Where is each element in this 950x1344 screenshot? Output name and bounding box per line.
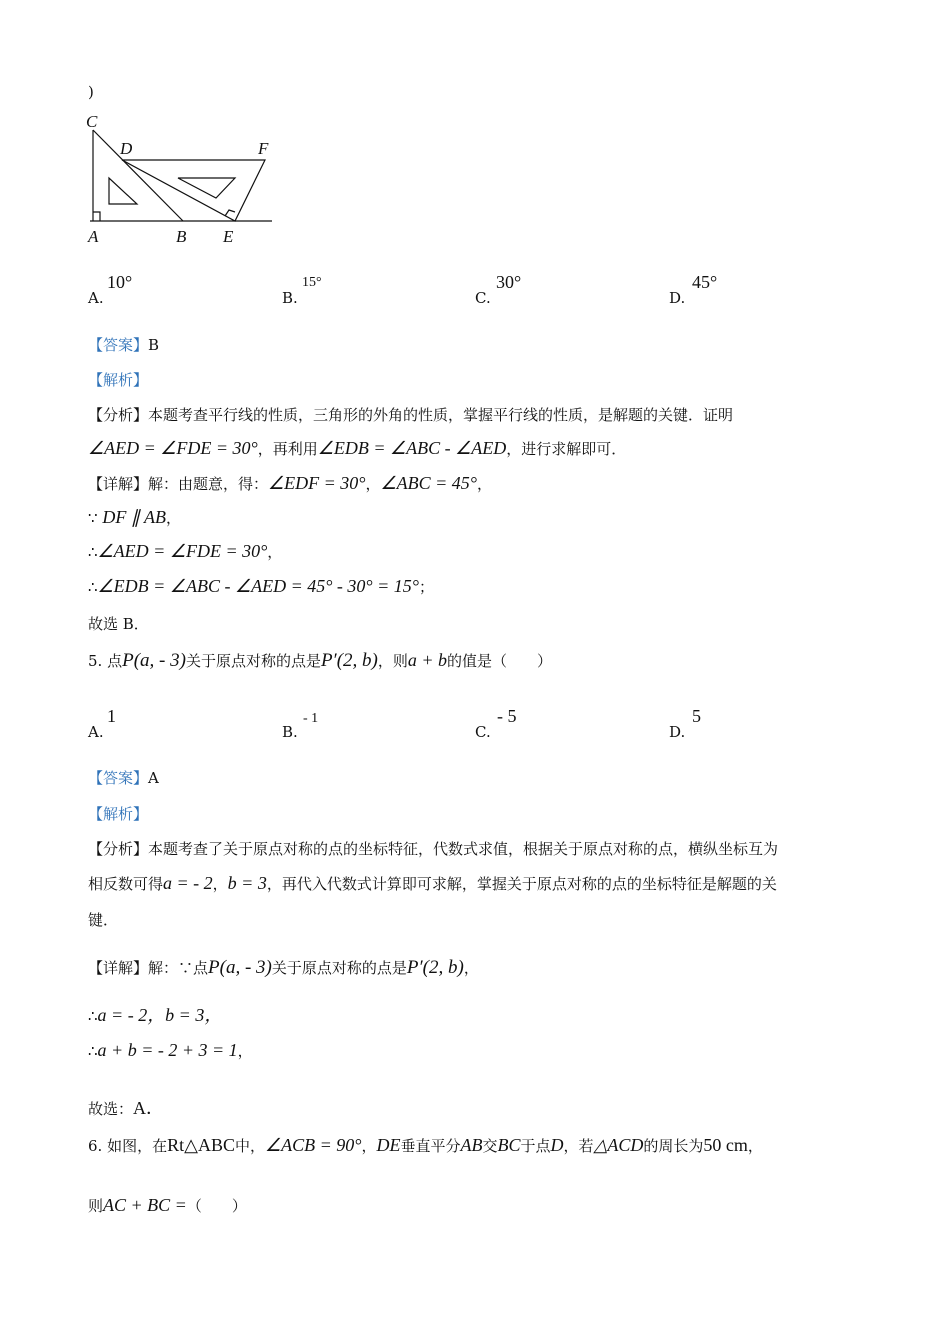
answer-tag: 【答案】 [88, 336, 149, 354]
option-c-letter: C. [475, 289, 491, 307]
q5-number: 5. 点 [88, 652, 123, 670]
analysis-tag: 【分析】 [88, 406, 149, 424]
option-b-letter: B. [282, 723, 298, 741]
figure-lines [90, 130, 272, 221]
option-a-letter: A. [88, 289, 104, 307]
detail-tag: 【详解】 [88, 959, 149, 977]
option-d-letter: D. [669, 289, 686, 307]
option-d-value: 45° [692, 272, 718, 292]
option-a-value: 10° [107, 272, 133, 292]
q4-analysis-line2: ∠AED = ∠FDE = 30°，再利用∠EDB = ∠ABC - ∠AED，进行求解即可． [88, 438, 627, 458]
option-d-letter: D. [669, 723, 686, 741]
q4-therefore-line2: ∴∠EDB = ∠ABC - ∠AED = 45° - 30° = 15°； [88, 576, 434, 596]
option-b-value: 15° [302, 275, 322, 290]
q5-therefore-line2: ∴a + b = - 2 + 3 = 1， [88, 1040, 253, 1060]
answer-tag: 【答案】 [88, 769, 149, 787]
option-c-value: - 5 [497, 706, 517, 726]
label-a: A [88, 227, 99, 246]
q4-detail-line: 【详解】解：由题意，得：∠EDF = 30°，∠ABC = 45°， [88, 473, 493, 493]
label-f: F [258, 139, 269, 158]
q6-stem-line2: 则AC + BC =（ ） [88, 1195, 247, 1215]
q5-analysis-line1: 【分析】本题考查了关于原点对称的点的坐标特征，代数式求值，根据关于原点对称的点，横纵坐标互为 [88, 840, 779, 858]
option-a-value: 1 [107, 706, 116, 726]
option-d-value: 5 [692, 706, 701, 726]
q5-stem: 5. 点P(a, - 3)关于原点对称的点是P′(2, b)，则a + b的值是（ ） [88, 650, 553, 671]
previous-question-tail: ) [88, 83, 94, 101]
analysis-tag: 【分析】 [88, 840, 149, 858]
option-c-value: 30° [496, 272, 522, 292]
label-b: B [176, 227, 187, 246]
q5-analysis-line2: 相反数可得a = - 2，b = 3，再代入代数式计算即可求解，掌握关于原点对称的点的坐标特征是解题的关 [88, 873, 777, 893]
q5-analysis-line3: 键． [88, 911, 119, 929]
answer-value: A [148, 769, 159, 787]
answer-value: B [148, 336, 160, 354]
q5-detail-line: 【详解】解：∵点P(a, - 3)关于原点对称的点是P′(2, b)， [88, 957, 479, 978]
q5-therefore-line1: ∴a = - 2，b = 3， [88, 1005, 223, 1025]
detail-tag: 【详解】 [88, 475, 149, 493]
label-d: D [120, 139, 133, 158]
q4-explain-tag: 【解析】 [88, 371, 149, 389]
q5-explain-tag: 【解析】 [88, 805, 149, 823]
label-c: C [86, 112, 98, 131]
label-e: E [223, 227, 234, 246]
q5-answer [88, 768, 159, 788]
q4-choose: 故选 B． [88, 615, 149, 633]
geometry-figure [80, 108, 290, 250]
q6-stem-line1: 6. 如图，在Rt△ABC中，∠ACB = 90°，DE垂直平分AB交BC于点D，若△ACD的周长为50 cm， [88, 1135, 763, 1155]
q4-answer [88, 335, 159, 355]
option-b-letter: B. [282, 289, 298, 307]
q4-therefore-line1: ∴∠AED = ∠FDE = 30°， [88, 541, 283, 561]
q5-choose: 故选：A． [88, 1098, 165, 1118]
option-b-value: - 1 [303, 711, 319, 726]
option-c-letter: C. [475, 723, 491, 741]
q4-analysis-line1: 【分析】本题考查平行线的性质，三角形的外角的性质，掌握平行线的性质，是解题的关键．证明 [88, 406, 734, 424]
q6-number: 6. 如图，在 [88, 1137, 168, 1155]
option-a-letter: A. [88, 723, 104, 741]
q4-because-line: ∵ DF ∥ AB， [88, 507, 182, 527]
